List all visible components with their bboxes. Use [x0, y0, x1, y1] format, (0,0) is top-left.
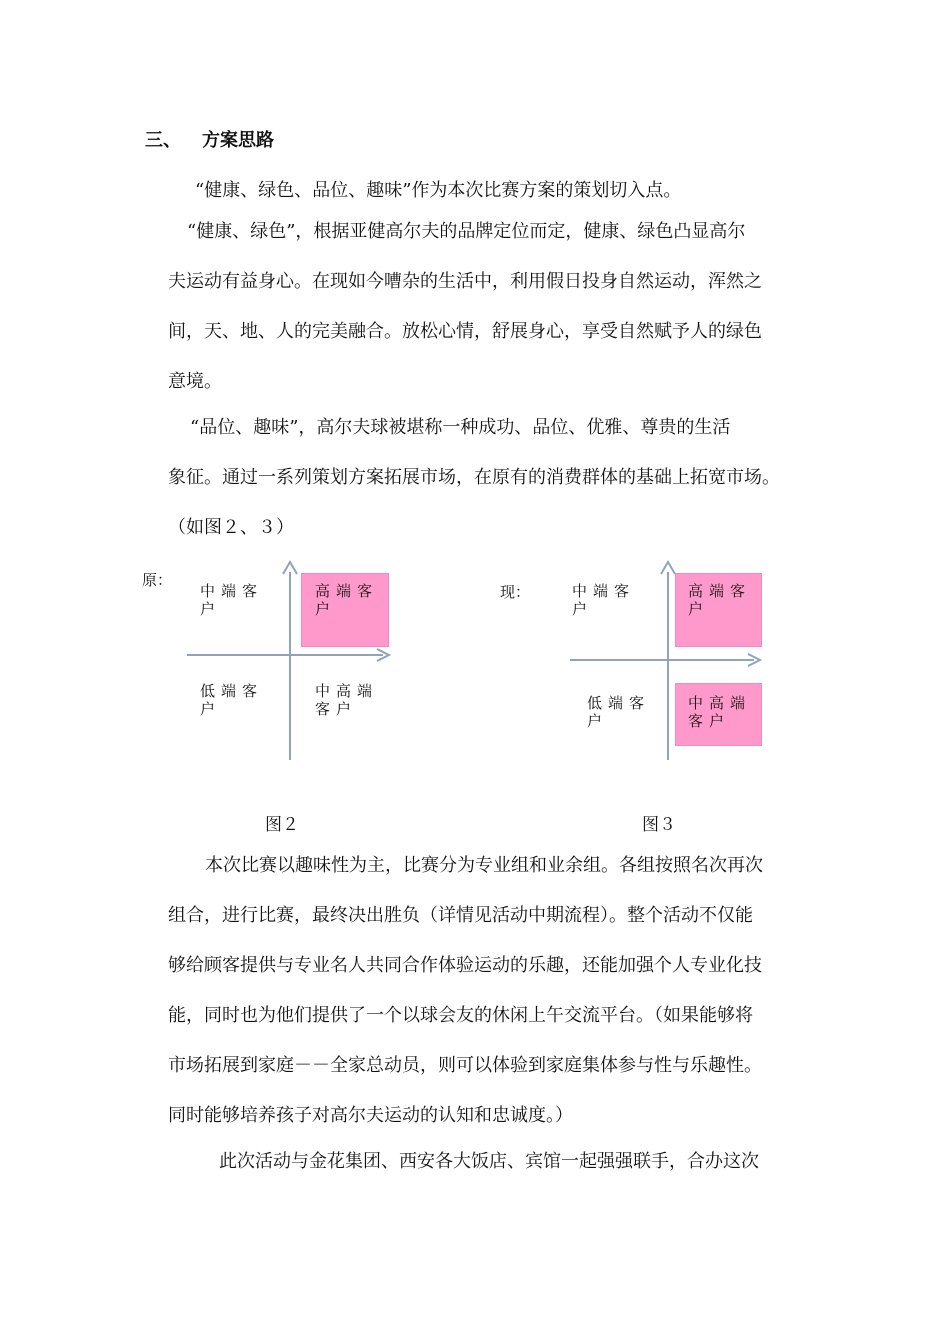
text-line: 意境。 — [168, 371, 222, 392]
quadrant-bottom-left: 低端客 户 — [200, 682, 264, 718]
quadrant-top-right: 高端客 户 — [688, 582, 752, 618]
paragraph-competition — [168, 841, 763, 1141]
intro-paragraph: “健康、绿色、品位、趣味”作为本次比赛方案的策划切入点。 — [195, 180, 682, 201]
paragraph-health-green — [168, 207, 762, 407]
paragraph-taste-fun — [168, 403, 780, 553]
text-line: “健康、绿色”，根据亚健高尔夫的品牌定位而定，健康、绿色凸显高尔 — [187, 221, 746, 242]
text-line: 市场拓展到家庭－－全家总动员，则可以体验到家庭集体参与性与乐趣性。 — [168, 1055, 762, 1076]
text-line: （如图２、３） — [168, 517, 294, 538]
text-line: 间，天、地、人的完美融合。放松心情，舒展身心，享受自然赋予人的绿色 — [168, 321, 762, 342]
text-line: 夫运动有益身心。在现如今嘈杂的生活中，利用假日投身自然运动，浑然之 — [168, 271, 762, 292]
text-line: 此次活动与金花集团、西安各大饭店、宾馆一起强强联手，合办这次 — [219, 1151, 759, 1172]
figure-caption: 图３ — [642, 815, 676, 835]
text-line: 本次比赛以趣味性为主，比赛分为专业组和业余组。各组按照名次再次 — [205, 855, 763, 876]
quadrant-bottom-right: 中高端 客户 — [315, 682, 379, 718]
section-number: 三、 — [145, 130, 181, 151]
figure-prefix: 原： — [142, 571, 173, 589]
text-line: 组合，进行比赛，最终决出胜负（详情见活动中期流程）。整个活动不仅能 — [168, 905, 753, 926]
figure-prefix: 现： — [500, 583, 531, 601]
paragraph-partners — [168, 1137, 759, 1187]
text-line: 能，同时也为他们提供了一个以球会友的休闲上午交流平台。（如果能够将 — [168, 1005, 753, 1026]
quadrant-top-left: 中端客 户 — [200, 582, 264, 618]
text-line: 够给顾客提供与专业名人共同合作体验运动的乐趣，还能加强个人专业化技 — [168, 955, 762, 976]
quadrant-bottom-right: 中高端 客户 — [688, 694, 752, 730]
quadrant-bottom-left: 低端客 户 — [587, 694, 651, 730]
section-title: 方案思路 — [202, 130, 274, 151]
quadrant-top-left: 中端客 户 — [572, 582, 636, 618]
text-line: 同时能够培养孩子对高尔夫运动的认知和忠诚度。） — [168, 1105, 573, 1126]
text-line: 象征。通过一系列策划方案拓展市场，在原有的消费群体的基础上拓宽市场。 — [168, 467, 780, 488]
quadrant-top-right: 高端客 户 — [315, 582, 379, 618]
figure-caption: 图２ — [265, 815, 299, 835]
text-line: “品位、趣味”，高尔夫球被堪称一种成功、品位、优雅、尊贵的生活 — [190, 417, 731, 438]
section-heading — [145, 126, 274, 152]
